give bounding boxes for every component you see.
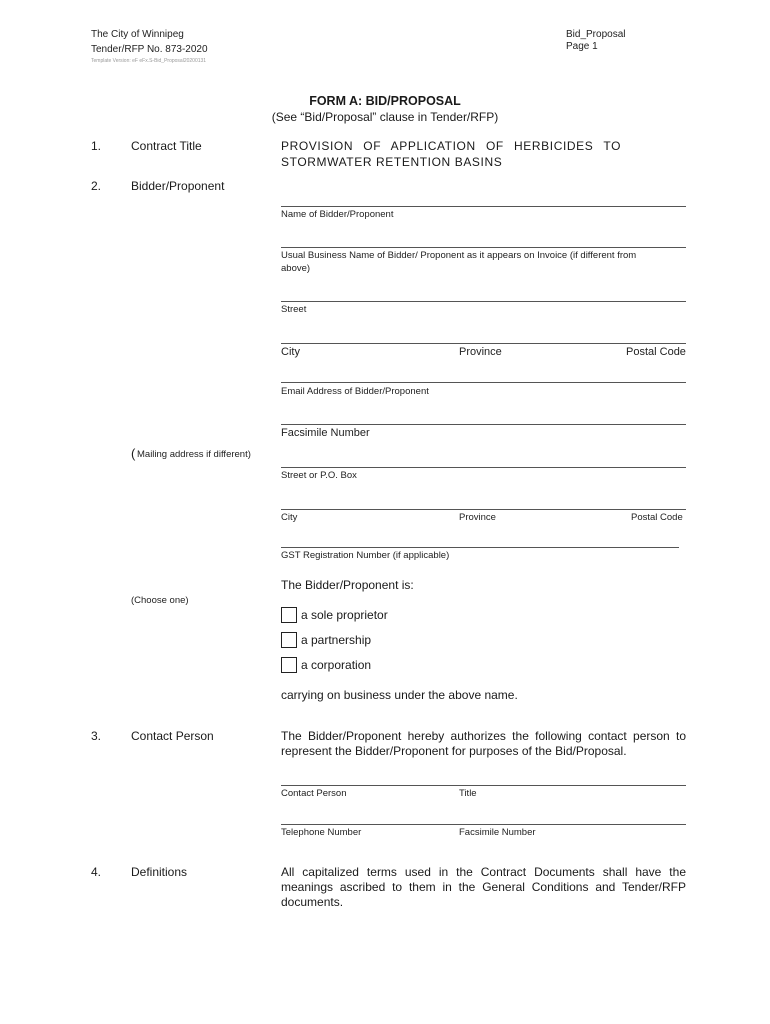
email-caption: Email Address of Bidder/Proponent bbox=[281, 386, 429, 397]
email-field[interactable] bbox=[281, 382, 686, 383]
form-title: FORM A: BID/PROPOSAL bbox=[309, 94, 461, 108]
mail-street-caption: Street or P.O. Box bbox=[281, 470, 357, 481]
contract-title-line2: STORMWATER RETENTION BASINS bbox=[281, 155, 503, 169]
bidder-name-field[interactable] bbox=[281, 206, 686, 207]
province-caption: Province bbox=[459, 346, 502, 358]
partnership-label: a partnership bbox=[301, 633, 372, 647]
street-caption: Street bbox=[281, 304, 307, 315]
corporation-checkbox[interactable] bbox=[281, 657, 297, 673]
fax-caption: Facsimile Number bbox=[281, 427, 370, 439]
postal-code-caption: Postal Code bbox=[626, 346, 686, 358]
mail-city-province-postal-field[interactable] bbox=[281, 509, 686, 510]
mail-postal-code-caption: Postal Code bbox=[631, 512, 683, 523]
mail-province-caption: Province bbox=[459, 512, 496, 523]
sole-proprietor-label: a sole proprietor bbox=[301, 608, 388, 622]
business-name-caption: Usual Business Name of Bidder/ Proponent as it appears on Invoice (if different from bbox=[281, 250, 637, 261]
bidder-is-label: The Bidder/Proponent is: bbox=[281, 578, 414, 592]
section-2-number: 2. bbox=[91, 179, 102, 193]
mailing-paren: ( bbox=[131, 446, 136, 461]
definitions-text: All capitalized terms used in the Contract Documents shall have the meanings ascribed to them in the General Conditions and Tender/RFP documents. bbox=[281, 865, 686, 909]
contact-phone-fax-field[interactable] bbox=[281, 824, 686, 825]
contact-title-field[interactable] bbox=[281, 785, 686, 786]
bidder-name-caption: Name of Bidder/Proponent bbox=[281, 209, 394, 220]
header-page-number: Page 1 bbox=[566, 41, 598, 52]
telephone-caption: Telephone Number bbox=[281, 827, 362, 838]
corporation-label: a corporation bbox=[301, 658, 372, 672]
section-4-label: Definitions bbox=[131, 865, 188, 879]
contract-title-line1: PROVISION OF APPLICATION OF HERBICIDES TO bbox=[281, 139, 621, 153]
sole-proprietor-checkbox[interactable] bbox=[281, 607, 297, 623]
header-org: The City of Winnipeg bbox=[91, 29, 184, 40]
street-field[interactable] bbox=[281, 301, 686, 302]
contact-authorization-text: The Bidder/Proponent hereby authorizes the following contact person to represent the Bidder/Proponent for purposes of the Bid/Proposal. bbox=[281, 729, 686, 758]
section-3-number: 3. bbox=[91, 729, 102, 743]
gst-field[interactable] bbox=[281, 547, 679, 548]
section-4-number: 4. bbox=[91, 865, 102, 879]
contact-person-caption: Contact Person bbox=[281, 788, 347, 799]
partnership-checkbox[interactable] bbox=[281, 632, 297, 648]
mail-street-field[interactable] bbox=[281, 467, 686, 468]
choose-one-note: (Choose one) bbox=[131, 595, 189, 606]
section-3-label: Contact Person bbox=[131, 729, 214, 743]
city-caption: City bbox=[281, 346, 300, 358]
section-1-number: 1. bbox=[91, 139, 102, 153]
header-template-ref: Template Version: eF eFx.S-Bid_Proposal20200131 bbox=[91, 58, 207, 64]
title-caption: Title bbox=[459, 788, 477, 799]
carrying-on-text: carrying on business under the above name. bbox=[281, 688, 518, 702]
gst-caption: GST Registration Number (if applicable) bbox=[281, 550, 450, 561]
form-subtitle: (See “Bid/Proposal” clause in Tender/RFP) bbox=[271, 110, 499, 124]
header-tender-number: Tender/RFP No. 873-2020 bbox=[91, 44, 208, 55]
contact-fax-caption: Facsimile Number bbox=[459, 827, 536, 838]
header-form-id: Bid_Proposal bbox=[566, 29, 626, 40]
mail-city-caption: City bbox=[281, 512, 298, 523]
business-name-field[interactable] bbox=[281, 247, 686, 248]
city-province-postal-field[interactable] bbox=[281, 343, 686, 344]
business-name-caption-cont: above) bbox=[281, 263, 311, 274]
mailing-address-note: Mailing address if different) bbox=[137, 449, 251, 460]
section-1-label: Contract Title bbox=[131, 139, 202, 153]
section-2-label: Bidder/Proponent bbox=[131, 179, 225, 193]
fax-field[interactable] bbox=[281, 424, 686, 425]
